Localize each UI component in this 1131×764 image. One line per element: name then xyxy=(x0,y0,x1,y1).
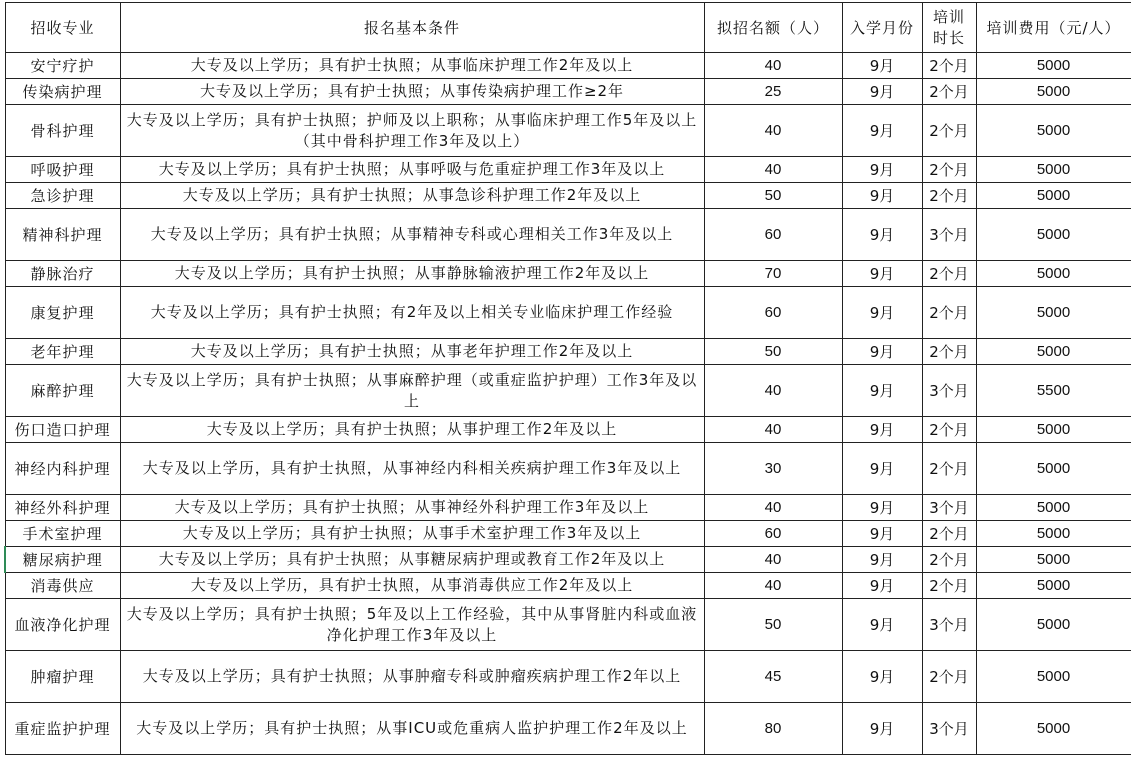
quota-cell[interactable]: 50 xyxy=(704,599,842,651)
month-cell[interactable]: 9月 xyxy=(842,599,922,651)
header-fee[interactable]: 培训费用（元/人） xyxy=(976,3,1131,53)
conditions-cell[interactable]: 大专及以上学历；具有护士执照；从事糖尿病护理或教育工作2年及以上 xyxy=(120,547,704,573)
month-cell[interactable]: 9月 xyxy=(842,521,922,547)
fee-cell[interactable]: 5000 xyxy=(976,651,1131,703)
major-cell[interactable]: 静脉治疗 xyxy=(5,261,120,287)
fee-cell[interactable]: 5000 xyxy=(976,599,1131,651)
duration-cell[interactable]: 3个月 xyxy=(922,495,976,521)
month-cell[interactable]: 9月 xyxy=(842,495,922,521)
training-programs-table xyxy=(4,2,1131,755)
fee-cell[interactable]: 5000 xyxy=(976,157,1131,183)
conditions-cell[interactable]: 大专及以上学历，具有护士执照，从事消毒供应工作2年及以上 xyxy=(120,573,704,599)
major-cell[interactable]: 骨科护理 xyxy=(5,105,120,157)
fee-cell[interactable]: 5000 xyxy=(976,417,1131,443)
fee-cell[interactable]: 5000 xyxy=(976,261,1131,287)
fee-cell[interactable]: 5000 xyxy=(976,79,1131,105)
table-row xyxy=(5,157,1131,183)
month-cell[interactable]: 9月 xyxy=(842,261,922,287)
major-cell[interactable]: 消毒供应 xyxy=(5,573,120,599)
major-cell[interactable]: 伤口造口护理 xyxy=(5,417,120,443)
duration-cell[interactable]: 2个月 xyxy=(922,105,976,157)
table-row xyxy=(5,651,1131,703)
header-quota[interactable]: 拟招名额（人） xyxy=(704,3,842,53)
quota-cell[interactable]: 60 xyxy=(704,209,842,261)
duration-cell[interactable]: 2个月 xyxy=(922,157,976,183)
quota-cell[interactable]: 40 xyxy=(704,53,842,79)
quota-cell[interactable]: 40 xyxy=(704,573,842,599)
conditions-cell[interactable]: 大专及以上学历；具有护士执照；从事急诊科护理工作2年及以上 xyxy=(120,183,704,209)
conditions-cell[interactable]: 大专及以上学历；具有护士执照；5年及以上工作经验，其中从事肾脏内科或血液净化护理工作3年及以上 xyxy=(120,599,704,651)
fee-cell[interactable]: 5000 xyxy=(976,105,1131,157)
fee-cell[interactable]: 5000 xyxy=(976,443,1131,495)
quota-cell[interactable]: 30 xyxy=(704,443,842,495)
fee-cell[interactable]: 5500 xyxy=(976,365,1131,417)
table-row xyxy=(5,417,1131,443)
quota-cell[interactable]: 40 xyxy=(704,105,842,157)
major-cell[interactable]: 康复护理 xyxy=(5,287,120,339)
conditions-cell[interactable]: 大专及以上学历；具有护士执照；从事神经外科护理工作3年及以上 xyxy=(120,495,704,521)
fee-cell[interactable]: 5000 xyxy=(976,287,1131,339)
duration-cell[interactable]: 2个月 xyxy=(922,339,976,365)
fee-cell[interactable]: 5000 xyxy=(976,521,1131,547)
fee-cell[interactable]: 5000 xyxy=(976,53,1131,79)
duration-cell[interactable]: 2个月 xyxy=(922,261,976,287)
fee-cell[interactable]: 5000 xyxy=(976,703,1131,755)
quota-cell[interactable]: 40 xyxy=(704,365,842,417)
fee-cell[interactable]: 5000 xyxy=(976,573,1131,599)
duration-cell[interactable]: 2个月 xyxy=(922,573,976,599)
quota-cell[interactable]: 70 xyxy=(704,261,842,287)
quota-cell[interactable]: 50 xyxy=(704,183,842,209)
duration-cell[interactable]: 2个月 xyxy=(922,79,976,105)
conditions-cell[interactable]: 大专及以上学历；具有护士执照；从事麻醉护理（或重症监护护理）工作3年及以上 xyxy=(120,365,704,417)
quota-cell[interactable]: 40 xyxy=(704,157,842,183)
month-cell[interactable]: 9月 xyxy=(842,443,922,495)
major-cell[interactable]: 血液净化护理 xyxy=(5,599,120,651)
month-cell[interactable]: 9月 xyxy=(842,339,922,365)
duration-cell[interactable]: 2个月 xyxy=(922,417,976,443)
duration-cell[interactable]: 2个月 xyxy=(922,521,976,547)
conditions-cell[interactable]: 大专及以上学历；具有护士执照；从事呼吸与危重症护理工作3年及以上 xyxy=(120,157,704,183)
quota-cell[interactable]: 40 xyxy=(704,547,842,573)
quota-cell[interactable]: 25 xyxy=(704,79,842,105)
table-row xyxy=(5,261,1131,287)
header-duration[interactable]: 培训时长 xyxy=(922,3,976,53)
month-cell[interactable]: 9月 xyxy=(842,183,922,209)
fee-cell[interactable]: 5000 xyxy=(976,339,1131,365)
fee-cell[interactable]: 5000 xyxy=(976,547,1131,573)
table-row xyxy=(5,365,1131,417)
quota-cell[interactable]: 40 xyxy=(704,495,842,521)
table-row xyxy=(5,183,1131,209)
table-row xyxy=(5,287,1131,339)
conditions-cell[interactable]: 大专及以上学历；具有护士执照；从事肿瘤专科或肿瘤疾病护理工作2年以上 xyxy=(120,651,704,703)
table-row xyxy=(5,79,1131,105)
conditions-cell[interactable]: 大专及以上学历；具有护士执照；从事传染病护理工作≥2年 xyxy=(120,79,704,105)
table-row xyxy=(5,573,1131,599)
quota-cell[interactable]: 60 xyxy=(704,287,842,339)
duration-cell[interactable]: 3个月 xyxy=(922,599,976,651)
conditions-cell[interactable]: 大专及以上学历；具有护士执照；从事ICU或危重病人监护护理工作2年及以上 xyxy=(120,703,704,755)
duration-cell[interactable]: 3个月 xyxy=(922,209,976,261)
quota-cell[interactable]: 45 xyxy=(704,651,842,703)
major-cell[interactable]: 精神科护理 xyxy=(5,209,120,261)
major-cell[interactable]: 重症监护护理 xyxy=(5,703,120,755)
major-cell[interactable]: 手术室护理 xyxy=(5,521,120,547)
month-cell[interactable]: 9月 xyxy=(842,417,922,443)
table-row xyxy=(5,53,1131,79)
conditions-cell[interactable]: 大专及以上学历；具有护士执照；从事老年护理工作2年及以上 xyxy=(120,339,704,365)
duration-cell[interactable]: 3个月 xyxy=(922,703,976,755)
quota-cell[interactable]: 40 xyxy=(704,417,842,443)
month-cell[interactable]: 9月 xyxy=(842,547,922,573)
header-major[interactable]: 招收专业 xyxy=(5,3,120,53)
major-cell[interactable]: 神经外科护理 xyxy=(5,495,120,521)
month-cell[interactable]: 9月 xyxy=(842,105,922,157)
major-cell[interactable]: 神经内科护理 xyxy=(5,443,120,495)
major-cell[interactable]: 急诊护理 xyxy=(5,183,120,209)
month-cell[interactable]: 9月 xyxy=(842,79,922,105)
fee-cell[interactable]: 5000 xyxy=(976,495,1131,521)
major-cell[interactable]: 肿瘤护理 xyxy=(5,651,120,703)
conditions-cell[interactable]: 大专及以上学历；具有护士执照；从事临床护理工作2年及以上 xyxy=(120,53,704,79)
duration-cell[interactable]: 2个月 xyxy=(922,443,976,495)
quota-cell[interactable]: 80 xyxy=(704,703,842,755)
table-row xyxy=(5,703,1131,755)
month-cell[interactable]: 9月 xyxy=(842,365,922,417)
major-cell[interactable]: 呼吸护理 xyxy=(5,157,120,183)
month-cell[interactable]: 9月 xyxy=(842,573,922,599)
duration-cell[interactable]: 2个月 xyxy=(922,547,976,573)
quota-cell[interactable]: 50 xyxy=(704,339,842,365)
major-cell[interactable]: 安宁疗护 xyxy=(5,53,120,79)
table-body xyxy=(5,53,1131,755)
month-cell[interactable]: 9月 xyxy=(842,651,922,703)
table-row xyxy=(5,209,1131,261)
conditions-cell[interactable]: 大专及以上学历；具有护士执照；护师及以上职称；从事临床护理工作5年及以上（其中骨科护理工作3年及以上） xyxy=(120,105,704,157)
conditions-cell[interactable]: 大专及以上学历，具有护士执照，从事神经内科相关疾病护理工作3年及以上 xyxy=(120,443,704,495)
major-cell[interactable]: 糖尿病护理 xyxy=(5,547,120,573)
duration-cell[interactable]: 2个月 xyxy=(922,651,976,703)
table-row xyxy=(5,495,1131,521)
month-cell[interactable]: 9月 xyxy=(842,287,922,339)
fee-cell[interactable]: 5000 xyxy=(976,183,1131,209)
major-cell[interactable]: 麻醉护理 xyxy=(5,365,120,417)
header-month[interactable]: 入学月份 xyxy=(842,3,922,53)
month-cell[interactable]: 9月 xyxy=(842,53,922,79)
quota-cell[interactable]: 60 xyxy=(704,521,842,547)
duration-cell[interactable]: 2个月 xyxy=(922,287,976,339)
header-row xyxy=(5,3,1131,53)
month-cell[interactable]: 9月 xyxy=(842,157,922,183)
conditions-cell[interactable]: 大专及以上学历；具有护士执照；从事护理工作2年及以上 xyxy=(120,417,704,443)
table-row xyxy=(5,521,1131,547)
month-cell[interactable]: 9月 xyxy=(842,703,922,755)
month-cell[interactable]: 9月 xyxy=(842,209,922,261)
table-row xyxy=(5,105,1131,157)
header-conditions[interactable]: 报名基本条件 xyxy=(120,3,704,53)
table-row xyxy=(5,547,1131,573)
conditions-cell[interactable]: 大专及以上学历；具有护士执照；从事精神专科或心理相关工作3年及以上 xyxy=(120,209,704,261)
conditions-cell[interactable]: 大专及以上学历；具有护士执照；有2年及以上相关专业临床护理工作经验 xyxy=(120,287,704,339)
table-row xyxy=(5,443,1131,495)
duration-cell[interactable]: 2个月 xyxy=(922,53,976,79)
table-row xyxy=(5,599,1131,651)
duration-cell[interactable]: 3个月 xyxy=(922,365,976,417)
fee-cell[interactable]: 5000 xyxy=(976,209,1131,261)
conditions-cell[interactable]: 大专及以上学历；具有护士执照；从事手术室护理工作3年及以上 xyxy=(120,521,704,547)
major-cell[interactable]: 传染病护理 xyxy=(5,79,120,105)
major-cell[interactable]: 老年护理 xyxy=(5,339,120,365)
duration-cell[interactable]: 2个月 xyxy=(922,183,976,209)
conditions-cell[interactable]: 大专及以上学历；具有护士执照；从事静脉输液护理工作2年及以上 xyxy=(120,261,704,287)
table-row xyxy=(5,339,1131,365)
